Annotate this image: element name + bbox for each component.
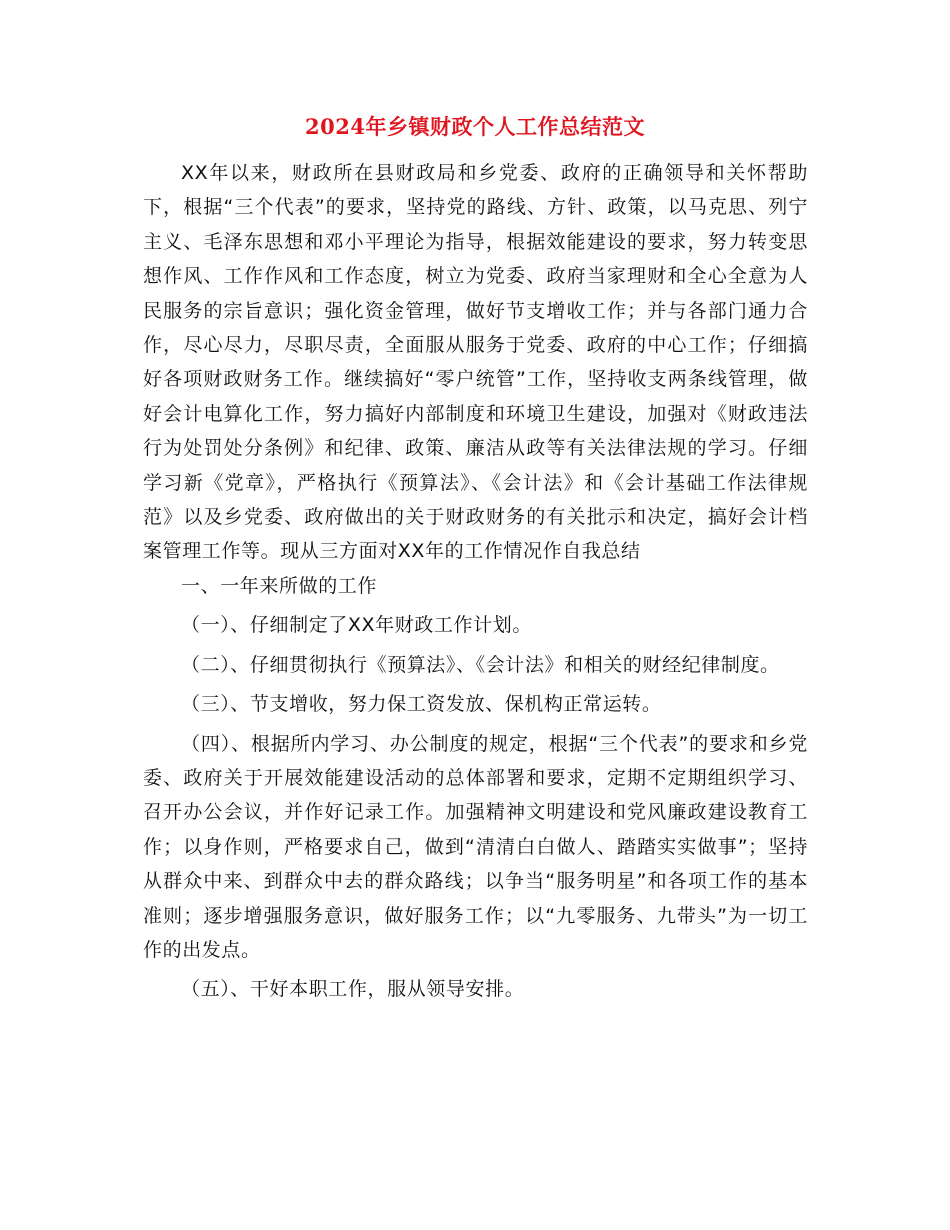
list-item-2: （二）、仔细贯彻执行《预算法》、《会计法》和相关的财经纪律制度。	[181, 653, 780, 676]
list-item-3: （三）、节支增收，努力保工资发放、保机构正常运转。	[181, 693, 662, 716]
list-item-5: （五）、干好本职工作，服从领导安排。	[181, 978, 525, 1001]
document-body	[143, 156, 808, 1007]
document-title: 2024年乡镇财政个人工作总结范文	[305, 114, 645, 139]
list-item-1: （一）、仔细制定了XX年财政工作计划。	[181, 614, 532, 637]
list-item-4: （四）、根据所内学习、办公制度的规定，根据“三个代表”的要求和乡党委、政府关于开展效能建设活动的总体部署和要求，定期不定期组织学习、召开办公会议，并作好记录工作。加强精神文明建设和党风廉政建设教育工作；以身作则，严格要求自己，做到“清清白白做人、踏踏实实做事”；坚持从群众中来、到群众中去的群众路线；以争当“服务明星”和各项工作的基本准则；逐步增强服务意识，做好服务工作；以“九零服务、九带头”为一切工作的出发点。	[143, 732, 808, 961]
section-heading-1: 一、一年来所做的工作	[181, 574, 378, 597]
paragraph-intro: XX年以来，财政所在县财政局和乡党委、政府的正确领导和关怀帮助下，根据“三个代表”的要求，坚持党的路线、方针、政策，以马克思、列宁主义、毛泽东思想和邓小平理论为指导，根据效能建设的要求，努力转变思想作风、工作作风和工作态度，树立为党委、政府当家理财和全心全意为人民服务的宗旨意识；强化资金管理，做好节支增收工作；并与各部门通力合作，尽心尽力，尽职尽责，全面服从服务于党委、政府的中心工作；仔细搞好各项财政财务工作。继续搞好“零户统管”工作，坚持收支两条线管理，做好会计电算化工作，努力搞好内部制度和环境卫生建设，加强对《财政违法行为处罚处分条例》和纪律、政策、廉洁从政等有关法律法规的学习。仔细学习新《党章》，严格执行《预算法》、《会计法》和《会计基础工作法律规范》以及乡党委、政府做出的关于财政财务的有关批示和决定，搞好会计档案管理工作等。现从三方面对XX年的工作情况作自我总结	[143, 162, 808, 563]
